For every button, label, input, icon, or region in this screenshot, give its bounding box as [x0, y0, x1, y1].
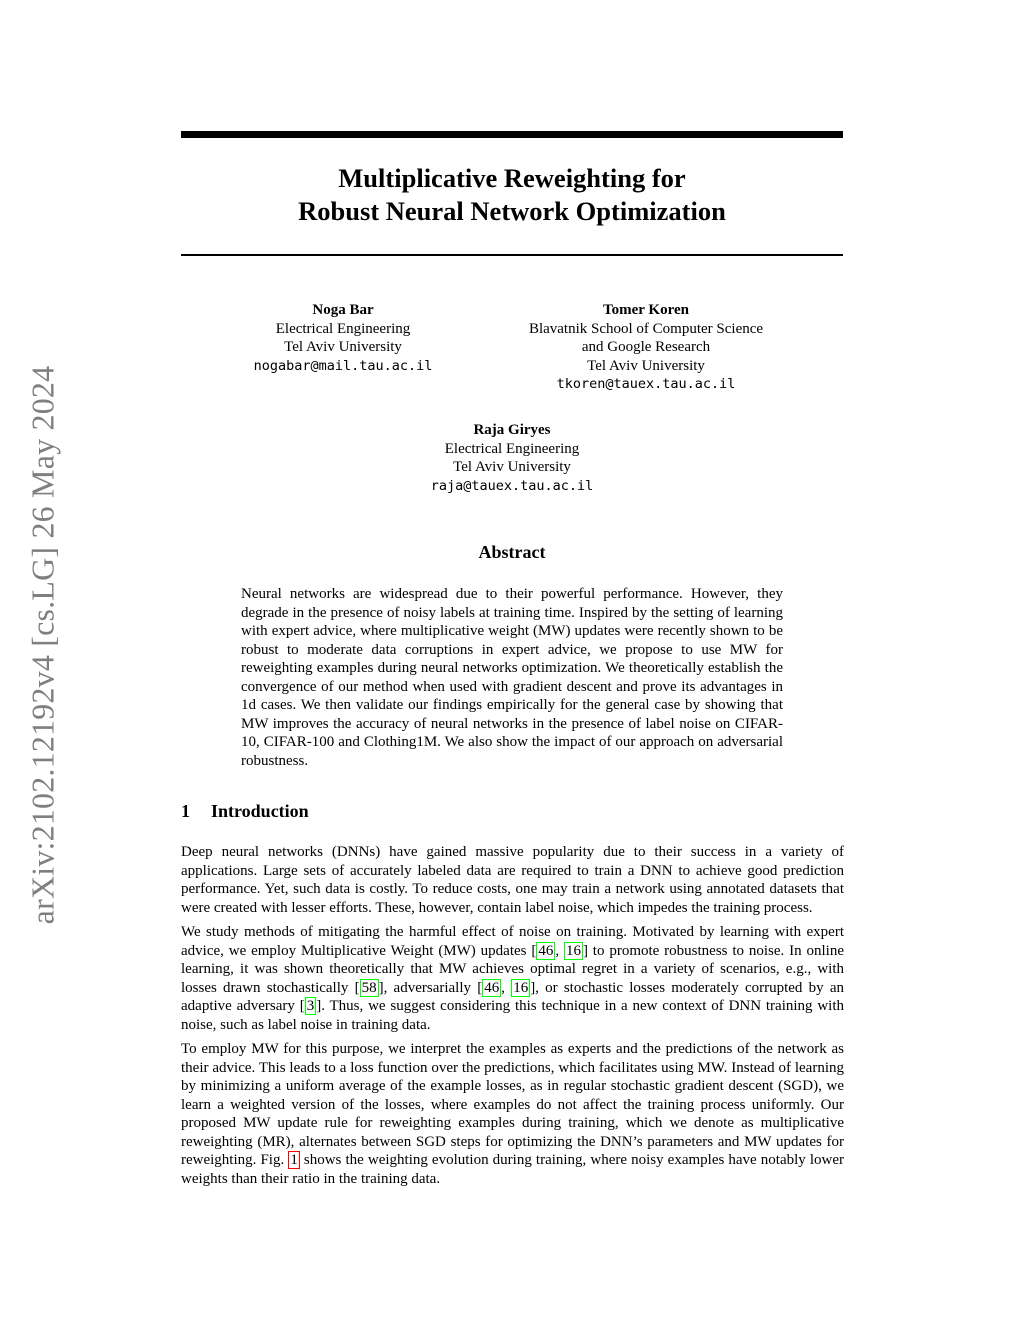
citation-link[interactable]: 46: [484, 979, 500, 996]
author-block: [496, 301, 796, 394]
title-bottom-rule: [181, 254, 843, 256]
paragraph-text: To employ MW for this purpose, we interpret the examples as experts and the predictions of the network as their advice. This leads to a loss function over the predictions, which facilitates using MW. Instead of learning by minimizing a uniform average of the example losses, as in regular stochastic gradient descent (SGD), we learn a weighted version of the losses, where examples do not affect the training process uniformly. Our proposed MW update rule for reweighting examples during training, which we denote as multiplicative reweighting (MR), alternates between SGD steps for optimizing the DNN’s parameters and MW updates for reweighting. Fig.: [181, 1041, 844, 1168]
title-line-1: Multiplicative Reweighting for: [338, 163, 686, 193]
author-affiliation: and Google Research: [581, 339, 711, 355]
title-top-rule: [181, 131, 843, 138]
paragraph-text: shows the weighting evolution during training, where noisy examples have notably lower weights than their ratio in the training data.: [181, 1152, 845, 1187]
author-block: [387, 421, 637, 495]
abstract-heading: Abstract: [478, 542, 546, 562]
paragraph: [181, 1040, 844, 1188]
section-body: [181, 843, 844, 1194]
paragraph-text: We study methods of mitigating the harmful effect of noise on training. Motivated by learning with expert advice, we employ Multiplicative Weight (MW) updates [: [181, 924, 844, 959]
author-name: Raja Giryes: [473, 422, 551, 438]
paragraph-text: ,: [501, 979, 512, 996]
paragraph-text: ], or stochastic losses moderately corrupted by an adaptive adversary [: [181, 979, 844, 1014]
author-name: Tomer Koren: [603, 302, 689, 318]
abstract-text: Neural networks are widespread due to their powerful performance. However, they degrade in the presence of noisy labels at training time. Inspired by the setting of learning with expert advice, where multiplicative weight (MW) updates were recently shown to be robust to moderate data corruptions in expert advice, we propose to use MW for reweighting examples during neural networks optimization. We theoretically establish the convergence of our method when used with gradient descent and prove its advantages in 1d cases. We then validate our findings empirically for the general case by showing that MW improves the accuracy of neural networks in the presence of label noise on CIFAR-10, CIFAR-100 and Clothing1M. We also show the impact of our approach on adversarial robustness.: [241, 586, 783, 769]
author-affiliation: Electrical Engineering: [275, 320, 411, 337]
citation-link[interactable]: 16: [513, 979, 529, 996]
citation-link[interactable]: 58: [361, 979, 377, 996]
title-line-2: Robust Neural Network Optimization: [298, 196, 726, 226]
section-heading: [181, 801, 309, 822]
figure-reference-link[interactable]: 1: [290, 1152, 298, 1168]
paragraph-text: ], adversarially [: [378, 979, 483, 996]
paragraph-text: ]. Thus, we suggest considering this technique in a new context of DNN training with noise, such as label noise in training data.: [181, 998, 844, 1033]
arxiv-identifier: arXiv:2102.12192v4 [cs.LG] 26 May 2024: [24, 365, 61, 925]
citation-link[interactable]: 16: [565, 942, 581, 959]
paragraph-text: ,: [555, 942, 564, 959]
author-name: Noga Bar: [312, 302, 374, 318]
paragraph-text: ] to promote robustness to noise. In online learning, it was shown theoretically that MW achieves optimal regret in a variety of scenarios, e.g., with losses drawn stochastically [: [181, 942, 844, 996]
author-affiliation: Electrical Engineering: [444, 440, 580, 457]
author-email: nogabar@mail.tau.ac.il: [253, 357, 433, 374]
paragraph: Deep neural networks (DNNs) have gained massive popularity due to their success in a variety of applications. Large sets of accurately labeled data are required to train a DNN to achieve good prediction performance. Yet, such data is costly. To reduce costs, one may train a network using annotated datasets that were created with lesser efforts. These, however, contain label noise, which impedes the training process.: [181, 844, 844, 916]
citation-link[interactable]: 3: [306, 998, 315, 1014]
author-email: tkoren@tauex.tau.ac.il: [556, 376, 736, 392]
author-email: raja@tauex.tau.ac.il: [430, 477, 594, 494]
paragraph: [181, 923, 844, 1034]
author-affiliation: Blavatnik School of Computer Science: [528, 320, 764, 337]
section-number: 1: [181, 801, 190, 821]
author-affiliation: Tel Aviv University: [453, 459, 571, 475]
citation-link[interactable]: 46: [538, 942, 554, 959]
paper-title: [181, 162, 843, 228]
section-title: Introduction: [211, 801, 309, 821]
author-affiliation: Tel Aviv University: [587, 357, 705, 374]
author-block: [228, 301, 458, 375]
author-affiliation: Tel Aviv University: [284, 339, 402, 355]
